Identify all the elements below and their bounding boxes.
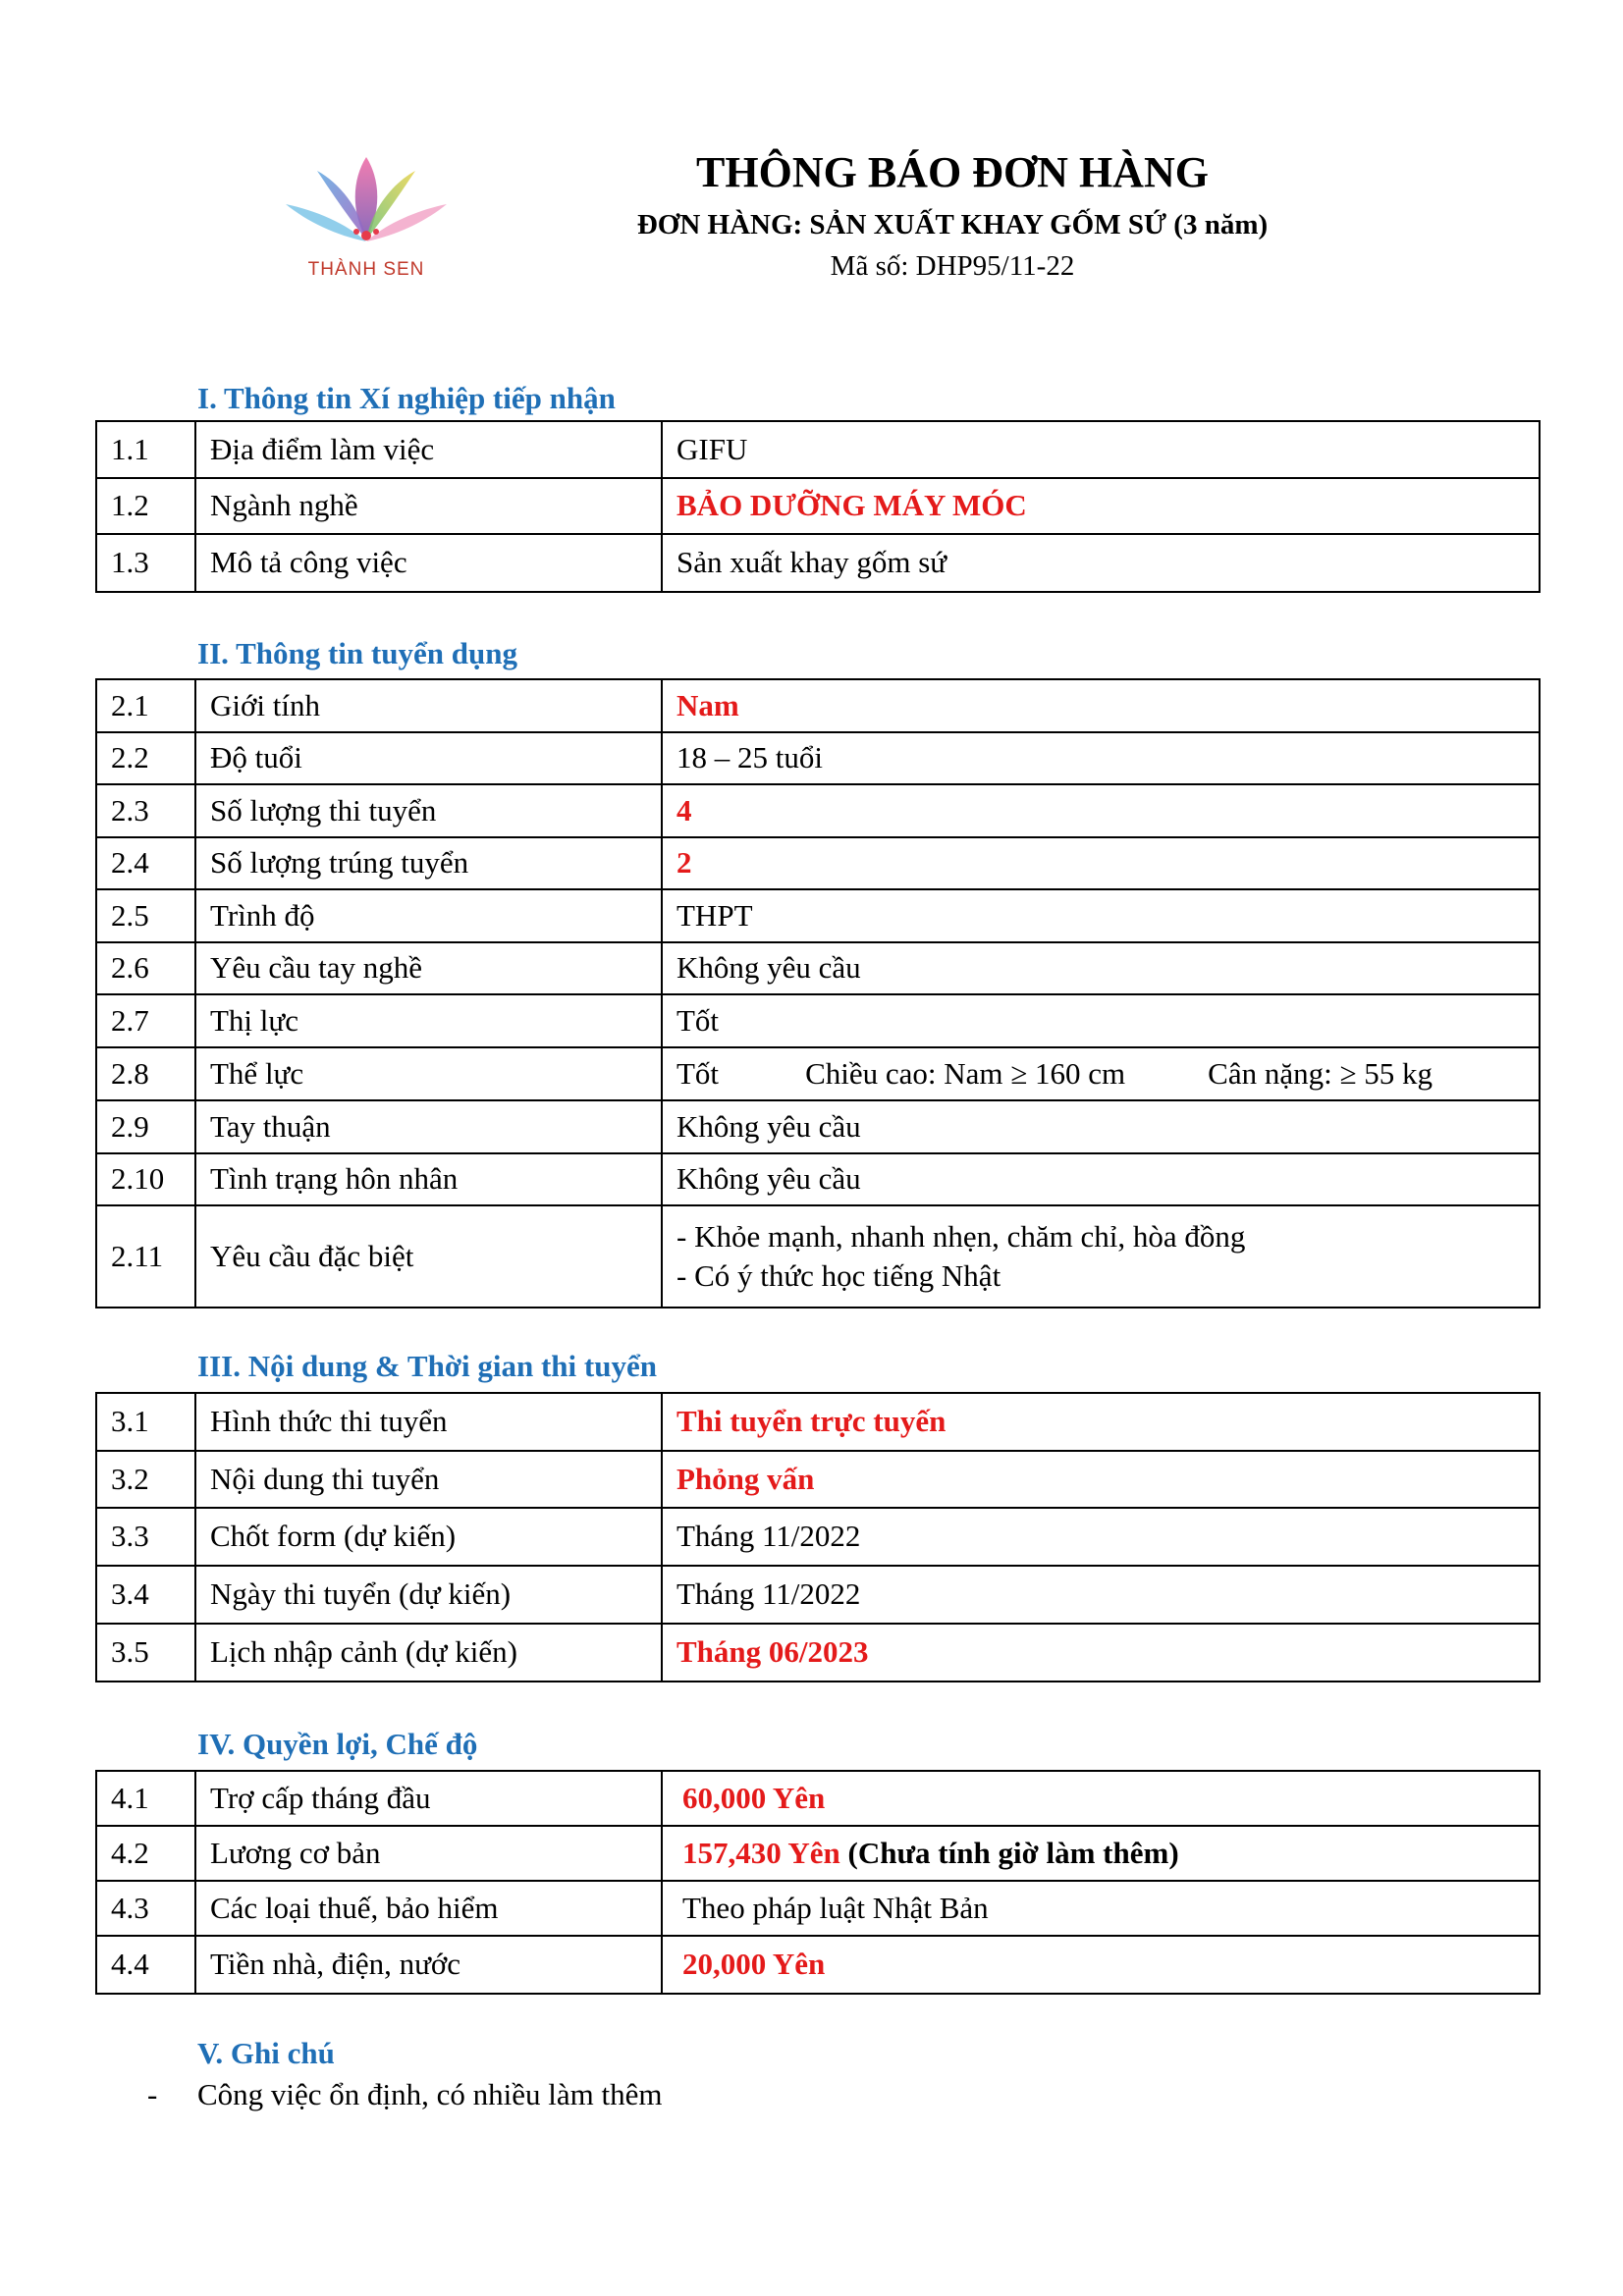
table-row (96, 679, 1540, 732)
row-number: 1.1 (96, 421, 195, 478)
table-row (96, 1881, 1540, 1936)
row-value: Tháng 06/2023 (662, 1624, 1540, 1682)
section-5-title: V. Ghi chú (197, 2036, 335, 2070)
table-row (96, 478, 1540, 534)
row-number: 2.3 (96, 784, 195, 837)
row-number: 3.1 (96, 1393, 195, 1451)
logo-text: THÀNH SEN (307, 259, 425, 280)
row-label: Tình trạng hôn nhân (195, 1153, 662, 1205)
row-number: 4.1 (96, 1771, 195, 1826)
row-value: Sản xuất khay gốm sứ (662, 534, 1540, 592)
page-title: THÔNG BÁO ĐƠN HÀNG (696, 148, 1209, 196)
salary-amount: 157,430 Yên (682, 1835, 840, 1870)
lotus-icon (278, 149, 455, 259)
note-item (147, 2077, 663, 2112)
row-label: Các loại thuế, bảo hiểm (195, 1881, 662, 1936)
row-number: 2.4 (96, 837, 195, 889)
row-label: Hình thức thi tuyển (195, 1393, 662, 1451)
row-number: 4.2 (96, 1826, 195, 1881)
table-row (96, 1566, 1540, 1624)
table-row (96, 1451, 1540, 1508)
row-value: Phỏng vấn (662, 1451, 1540, 1508)
table-row (96, 1205, 1540, 1308)
row-number: 2.6 (96, 942, 195, 994)
row-number: 1.2 (96, 478, 195, 534)
row-number: 2.7 (96, 994, 195, 1047)
row-value: Tháng 11/2022 (662, 1508, 1540, 1566)
row-value: 18 – 25 tuổi (662, 732, 1540, 784)
section-4-table (95, 1770, 1541, 1995)
row-label: Nội dung thi tuyển (195, 1451, 662, 1508)
row-label: Ngành nghề (195, 478, 662, 534)
requirement-line: - Khỏe mạnh, nhanh nhẹn, chăm chỉ, hòa đồng (676, 1218, 1246, 1254)
row-number: 3.3 (96, 1508, 195, 1566)
row-number: 3.5 (96, 1624, 195, 1682)
salary-note: (Chưa tính giờ làm thêm) (839, 1835, 1179, 1870)
row-label: Yêu cầu đặc biệt (195, 1205, 662, 1308)
section-2-title: II. Thông tin tuyển dụng (197, 636, 517, 670)
row-value: Không yêu cầu (662, 942, 1540, 994)
row-number: 1.3 (96, 534, 195, 592)
row-value: Không yêu cầu (662, 1100, 1540, 1153)
section-2-table (95, 678, 1541, 1308)
row-value: Không yêu cầu (662, 1153, 1540, 1205)
table-row (96, 1624, 1540, 1682)
table-row (96, 1153, 1540, 1205)
row-value: Tốt (662, 994, 1540, 1047)
row-number: 2.11 (96, 1205, 195, 1308)
row-label: Lịch nhập cảnh (dự kiến) (195, 1624, 662, 1682)
company-logo (278, 149, 455, 287)
row-label: Tay thuận (195, 1100, 662, 1153)
section-3-title: III. Nội dung & Thời gian thi tuyển (197, 1349, 657, 1383)
note-bullet: - (147, 2077, 158, 2111)
fitness-value: Tốt (676, 1055, 720, 1091)
row-label: Số lượng thi tuyển (195, 784, 662, 837)
row-value: Theo pháp luật Nhật Bản (662, 1881, 1540, 1936)
row-label: Trình độ (195, 889, 662, 942)
row-label: Tiền nhà, điện, nước (195, 1936, 662, 1994)
row-label: Lương cơ bản (195, 1826, 662, 1881)
table-row (96, 1047, 1540, 1100)
row-number: 3.2 (96, 1451, 195, 1508)
row-label: Thị lực (195, 994, 662, 1047)
row-number: 2.8 (96, 1047, 195, 1100)
table-row (96, 421, 1540, 478)
section-3-table (95, 1392, 1541, 1682)
row-number: 3.4 (96, 1566, 195, 1624)
row-label: Thể lực (195, 1047, 662, 1100)
table-row (96, 994, 1540, 1047)
row-value: 4 (662, 784, 1540, 837)
row-value: 60,000 Yên (662, 1771, 1540, 1826)
row-number: 4.4 (96, 1936, 195, 1994)
requirement-line: - Có ý thức học tiếng Nhật (676, 1258, 1001, 1293)
table-row (96, 1936, 1540, 1994)
order-code: Mã số: DHP95/11-22 (830, 250, 1075, 282)
table-row (96, 1100, 1540, 1153)
row-label: Số lượng trúng tuyển (195, 837, 662, 889)
row-label: Giới tính (195, 679, 662, 732)
height-requirement: Chiều cao: Nam ≥ 160 cm (805, 1055, 1126, 1091)
table-row (96, 942, 1540, 994)
table-row (96, 1826, 1540, 1881)
table-row (96, 732, 1540, 784)
table-row (96, 1393, 1540, 1451)
row-label: Độ tuổi (195, 732, 662, 784)
row-value: 20,000 Yên (662, 1936, 1540, 1994)
row-label: Ngày thi tuyển (dự kiến) (195, 1566, 662, 1624)
table-row (96, 1771, 1540, 1826)
row-value: THPT (662, 889, 1540, 942)
order-subtitle: ĐƠN HÀNG: SẢN XUẤT KHAY GỐM SỨ (3 năm) (636, 209, 1269, 240)
table-row (96, 534, 1540, 592)
row-value: GIFU (662, 421, 1540, 478)
table-row (96, 1508, 1540, 1566)
row-label: Yêu cầu tay nghề (195, 942, 662, 994)
section-1-title: I. Thông tin Xí nghiệp tiếp nhận (197, 381, 616, 415)
row-label: Địa điểm làm việc (195, 421, 662, 478)
note-text: Công việc ổn định, có nhiều làm thêm (197, 2077, 663, 2111)
row-value: Thi tuyển trực tuyến (662, 1393, 1540, 1451)
weight-requirement: Cân nặng: ≥ 55 kg (1208, 1055, 1433, 1091)
row-value (662, 1826, 1540, 1881)
table-row (96, 784, 1540, 837)
table-row (96, 889, 1540, 942)
row-value (662, 1047, 1540, 1100)
section-1-table (95, 420, 1541, 593)
row-label: Trợ cấp tháng đầu (195, 1771, 662, 1826)
row-number: 2.1 (96, 679, 195, 732)
row-number: 4.3 (96, 1881, 195, 1936)
table-row (96, 837, 1540, 889)
row-value: 2 (662, 837, 1540, 889)
row-value: Nam (662, 679, 1540, 732)
row-number: 2.5 (96, 889, 195, 942)
row-number: 2.9 (96, 1100, 195, 1153)
row-number: 2.2 (96, 732, 195, 784)
section-4-title: IV. Quyền lợi, Chế độ (197, 1727, 478, 1761)
row-value (662, 1205, 1540, 1308)
row-value: Tháng 11/2022 (662, 1566, 1540, 1624)
row-label: Chốt form (dự kiến) (195, 1508, 662, 1566)
row-label: Mô tả công việc (195, 534, 662, 592)
row-number: 2.10 (96, 1153, 195, 1205)
row-value: BẢO DƯỠNG MÁY MÓC (662, 478, 1540, 534)
